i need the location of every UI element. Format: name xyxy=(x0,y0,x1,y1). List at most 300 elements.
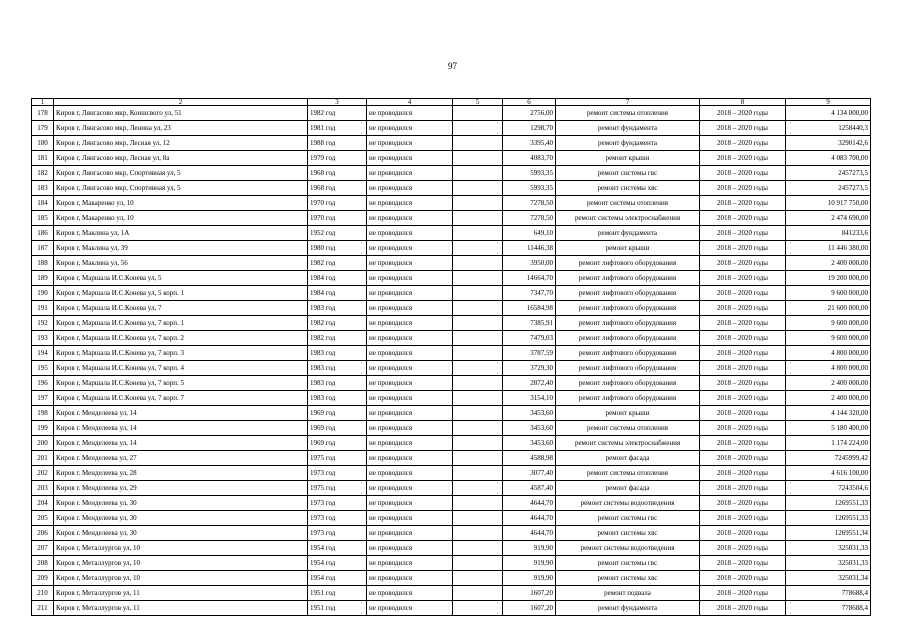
area-cell: 7278,50 xyxy=(503,196,556,211)
last-repair-cell: не проводился xyxy=(367,226,453,241)
work-type-cell: ремонт фундамента xyxy=(556,136,700,151)
area-cell: 4588,98 xyxy=(503,451,556,466)
cost-cell: 21 600 000,00 xyxy=(786,301,871,316)
empty-cell xyxy=(453,481,503,496)
empty-cell xyxy=(453,181,503,196)
work-type-cell: ремонт системы электроснабжения xyxy=(556,211,700,226)
period-cell: 2018 – 2020 годы xyxy=(700,361,786,376)
area-cell: 4587,40 xyxy=(503,481,556,496)
cost-cell: 4 800 000,00 xyxy=(786,346,871,361)
area-cell: 1298,70 xyxy=(503,121,556,136)
area-cell: 919,90 xyxy=(503,556,556,571)
area-cell: 2756,00 xyxy=(503,106,556,121)
cost-cell: 325031,34 xyxy=(786,571,871,586)
build-year-cell: 1982 год xyxy=(308,331,367,346)
table-row xyxy=(32,496,871,511)
period-cell: 2018 – 2020 годы xyxy=(700,466,786,481)
last-repair-cell: не проводился xyxy=(367,376,453,391)
area-cell: 5993,35 xyxy=(503,166,556,181)
last-repair-cell: не проводился xyxy=(367,271,453,286)
period-cell: 2018 – 2020 годы xyxy=(700,256,786,271)
row-number: 194 xyxy=(32,346,54,361)
cost-cell: 7243504,6 xyxy=(786,481,871,496)
work-type-cell: ремонт системы отопления xyxy=(556,466,700,481)
area-cell: 649,10 xyxy=(503,226,556,241)
cost-cell: 9 600 000,00 xyxy=(786,316,871,331)
last-repair-cell: не проводился xyxy=(367,151,453,166)
address-cell: Киров г, Маршала И.С.Конева ул, 7 корп. 2 xyxy=(54,331,308,346)
build-year-cell: 1973 год xyxy=(308,526,367,541)
table-row xyxy=(32,181,871,196)
address-cell: Киров г, Лянгасово мкр, Лесная ул, 8а xyxy=(54,151,308,166)
last-repair-cell: не проводился xyxy=(367,451,453,466)
column-number: 9 xyxy=(786,99,871,106)
table-row xyxy=(32,361,871,376)
table-row xyxy=(32,301,871,316)
last-repair-cell: не проводился xyxy=(367,196,453,211)
cost-cell: 7245999,42 xyxy=(786,451,871,466)
table-row xyxy=(32,586,871,601)
work-type-cell: ремонт подвала xyxy=(556,586,700,601)
table-row xyxy=(32,271,871,286)
work-type-cell: ремонт системы гвс xyxy=(556,511,700,526)
row-number: 191 xyxy=(32,301,54,316)
period-cell: 2018 – 2020 годы xyxy=(700,346,786,361)
area-cell: 3453,60 xyxy=(503,436,556,451)
empty-cell xyxy=(453,241,503,256)
last-repair-cell: не проводился xyxy=(367,496,453,511)
period-cell: 2018 – 2020 годы xyxy=(700,376,786,391)
row-number: 182 xyxy=(32,166,54,181)
column-number: 1 xyxy=(32,99,54,106)
build-year-cell: 1969 год xyxy=(308,436,367,451)
empty-cell xyxy=(453,391,503,406)
address-cell: Киров г, Макаренко ул, 10 xyxy=(54,196,308,211)
cost-cell: 2 474 690,00 xyxy=(786,211,871,226)
period-cell: 2018 – 2020 годы xyxy=(700,301,786,316)
period-cell: 2018 – 2020 годы xyxy=(700,106,786,121)
address-cell: Киров г, Маршала И.С.Конева ул, 7 xyxy=(54,301,308,316)
row-number: 196 xyxy=(32,376,54,391)
address-cell: Киров г, Маршала И.С.Конева ул, 7 корп. 3 xyxy=(54,346,308,361)
build-year-cell: 1969 год xyxy=(308,406,367,421)
cost-cell: 778688,4 xyxy=(786,586,871,601)
period-cell: 2018 – 2020 годы xyxy=(700,556,786,571)
address-cell: Киров г, Маршала И.С.Конева ул, 5 корп. 1 xyxy=(54,286,308,301)
period-cell: 2018 – 2020 годы xyxy=(700,211,786,226)
empty-cell xyxy=(453,106,503,121)
table-body xyxy=(32,99,871,616)
row-number: 179 xyxy=(32,121,54,136)
area-cell: 1607,20 xyxy=(503,601,556,616)
address-cell: Киров г, Маршала И.С.Конева ул, 7 корп. 5 xyxy=(54,376,308,391)
table-row xyxy=(32,316,871,331)
work-type-cell: ремонт фасада xyxy=(556,451,700,466)
work-type-cell: ремонт системы отопления xyxy=(556,196,700,211)
work-type-cell: ремонт системы хвс xyxy=(556,526,700,541)
cost-cell: 2 400 000,00 xyxy=(786,391,871,406)
work-type-cell: ремонт системы электроснабжения xyxy=(556,436,700,451)
area-cell: 3729,30 xyxy=(503,361,556,376)
row-number: 208 xyxy=(32,556,54,571)
table-row xyxy=(32,151,871,166)
work-type-cell: ремонт лифтового оборудования xyxy=(556,301,700,316)
empty-cell xyxy=(453,586,503,601)
build-year-cell: 1980 год xyxy=(308,241,367,256)
build-year-cell: 1983 год xyxy=(308,391,367,406)
row-number: 197 xyxy=(32,391,54,406)
table-row xyxy=(32,421,871,436)
period-cell: 2018 – 2020 годы xyxy=(700,421,786,436)
last-repair-cell: не проводился xyxy=(367,361,453,376)
address-cell: Киров г, Маршала И.С.Конева ул, 7 корп. 7 xyxy=(54,391,308,406)
area-cell: 4083,70 xyxy=(503,151,556,166)
row-number: 183 xyxy=(32,181,54,196)
work-type-cell: ремонт системы хвс xyxy=(556,181,700,196)
period-cell: 2018 – 2020 годы xyxy=(700,511,786,526)
build-year-cell: 1954 год xyxy=(308,556,367,571)
row-number: 205 xyxy=(32,511,54,526)
area-cell: 4644,70 xyxy=(503,511,556,526)
period-cell: 2018 – 2020 годы xyxy=(700,601,786,616)
last-repair-cell: не проводился xyxy=(367,466,453,481)
area-cell: 5993,35 xyxy=(503,181,556,196)
address-cell: Киров г. Менделеева ул, 28 xyxy=(54,466,308,481)
row-number: 180 xyxy=(32,136,54,151)
page-number: 97 xyxy=(448,61,457,71)
work-type-cell: ремонт системы гвс xyxy=(556,556,700,571)
empty-cell xyxy=(453,166,503,181)
build-year-cell: 1982 год xyxy=(308,316,367,331)
column-number: 3 xyxy=(308,99,367,106)
last-repair-cell: не проводился xyxy=(367,256,453,271)
column-number-row xyxy=(32,99,871,106)
last-repair-cell: не проводился xyxy=(367,286,453,301)
cost-cell: 11 446 380,00 xyxy=(786,241,871,256)
row-number: 202 xyxy=(32,466,54,481)
work-type-cell: ремонт системы водоотведения xyxy=(556,496,700,511)
row-number: 187 xyxy=(32,241,54,256)
period-cell: 2018 – 2020 годы xyxy=(700,151,786,166)
address-cell: Киров г, Макаренко ул, 10 xyxy=(54,211,308,226)
table-row xyxy=(32,331,871,346)
last-repair-cell: не проводился xyxy=(367,331,453,346)
address-cell: Киров г, Маклина ул, 1А xyxy=(54,226,308,241)
table-row xyxy=(32,121,871,136)
build-year-cell: 1952 год xyxy=(308,226,367,241)
period-cell: 2018 – 2020 годы xyxy=(700,526,786,541)
empty-cell xyxy=(453,301,503,316)
area-cell: 16584,98 xyxy=(503,301,556,316)
build-year-cell: 1983 год xyxy=(308,346,367,361)
table-row xyxy=(32,106,871,121)
area-cell: 11446,38 xyxy=(503,241,556,256)
last-repair-cell: не проводился xyxy=(367,526,453,541)
build-year-cell: 1975 год xyxy=(308,481,367,496)
period-cell: 2018 – 2020 годы xyxy=(700,241,786,256)
table-row xyxy=(32,196,871,211)
work-type-cell: ремонт лифтового оборудования xyxy=(556,316,700,331)
row-number: 186 xyxy=(32,226,54,241)
cost-cell: 325031,33 xyxy=(786,556,871,571)
table-row xyxy=(32,541,871,556)
area-cell: 3787,59 xyxy=(503,346,556,361)
period-cell: 2018 – 2020 годы xyxy=(700,271,786,286)
column-number: 6 xyxy=(503,99,556,106)
last-repair-cell: не проводился xyxy=(367,241,453,256)
row-number: 184 xyxy=(32,196,54,211)
cost-cell: 9 600 000,00 xyxy=(786,286,871,301)
table-row xyxy=(32,226,871,241)
column-number: 4 xyxy=(367,99,453,106)
row-number: 206 xyxy=(32,526,54,541)
work-type-cell: ремонт фундамента xyxy=(556,226,700,241)
area-cell: 4644,70 xyxy=(503,526,556,541)
row-number: 201 xyxy=(32,451,54,466)
cost-cell: 4 616 100,00 xyxy=(786,466,871,481)
empty-cell xyxy=(453,331,503,346)
work-type-cell: ремонт лифтового оборудования xyxy=(556,346,700,361)
column-number: 5 xyxy=(453,99,503,106)
empty-cell xyxy=(453,601,503,616)
cost-cell: 5 180 400,00 xyxy=(786,421,871,436)
build-year-cell: 1951 год xyxy=(308,601,367,616)
period-cell: 2018 – 2020 годы xyxy=(700,136,786,151)
area-cell: 3950,00 xyxy=(503,256,556,271)
build-year-cell: 1969 год xyxy=(308,421,367,436)
last-repair-cell: не проводился xyxy=(367,421,453,436)
work-type-cell: ремонт системы водоотведения xyxy=(556,541,700,556)
empty-cell xyxy=(453,211,503,226)
last-repair-cell: не проводился xyxy=(367,511,453,526)
build-year-cell: 1970 год xyxy=(308,196,367,211)
row-number: 193 xyxy=(32,331,54,346)
address-cell: Киров г. Менделеева ул, 30 xyxy=(54,496,308,511)
build-year-cell: 1968 год xyxy=(308,166,367,181)
last-repair-cell: не проводился xyxy=(367,211,453,226)
row-number: 192 xyxy=(32,316,54,331)
row-number: 185 xyxy=(32,211,54,226)
period-cell: 2018 – 2020 годы xyxy=(700,181,786,196)
empty-cell xyxy=(453,196,503,211)
area-cell: 3395,40 xyxy=(503,136,556,151)
address-cell: Киров г, Маклина ул, 56 xyxy=(54,256,308,271)
build-year-cell: 1983 год xyxy=(308,376,367,391)
table-row xyxy=(32,511,871,526)
build-year-cell: 1984 год xyxy=(308,271,367,286)
last-repair-cell: не проводился xyxy=(367,586,453,601)
address-cell: Киров г, Лянгасово мкр, Спортивная ул, 5 xyxy=(54,181,308,196)
work-type-cell: ремонт системы отопления xyxy=(556,421,700,436)
row-number: 190 xyxy=(32,286,54,301)
work-type-cell: ремонт крыши xyxy=(556,151,700,166)
empty-cell xyxy=(453,256,503,271)
last-repair-cell: не проводился xyxy=(367,406,453,421)
row-number: 204 xyxy=(32,496,54,511)
area-cell: 2872,40 xyxy=(503,376,556,391)
period-cell: 2018 – 2020 годы xyxy=(700,331,786,346)
empty-cell xyxy=(453,556,503,571)
build-year-cell: 1973 год xyxy=(308,511,367,526)
work-type-cell: ремонт крыши xyxy=(556,241,700,256)
last-repair-cell: не проводился xyxy=(367,121,453,136)
address-cell: Киров г. Менделеева ул, 14 xyxy=(54,406,308,421)
period-cell: 2018 – 2020 годы xyxy=(700,391,786,406)
address-cell: Киров г, Металлургов ул, 11 xyxy=(54,586,308,601)
table-row xyxy=(32,166,871,181)
period-cell: 2018 – 2020 годы xyxy=(700,316,786,331)
table-row xyxy=(32,286,871,301)
address-cell: Киров г, Металлургов ул, 11 xyxy=(54,601,308,616)
work-type-cell: ремонт лифтового оборудования xyxy=(556,256,700,271)
empty-cell xyxy=(453,436,503,451)
table-row xyxy=(32,556,871,571)
build-year-cell: 1951 год xyxy=(308,586,367,601)
work-type-cell: ремонт лифтового оборудования xyxy=(556,376,700,391)
row-number: 189 xyxy=(32,271,54,286)
build-year-cell: 1973 год xyxy=(308,496,367,511)
row-number: 188 xyxy=(32,256,54,271)
cost-cell: 325031,33 xyxy=(786,541,871,556)
address-cell: Киров г, Маклина ул, 39 xyxy=(54,241,308,256)
last-repair-cell: не проводился xyxy=(367,166,453,181)
row-number: 209 xyxy=(32,571,54,586)
cost-cell: 778688,4 xyxy=(786,601,871,616)
address-cell: Киров г. Менделеева ул, 14 xyxy=(54,421,308,436)
period-cell: 2018 – 2020 годы xyxy=(700,496,786,511)
area-cell: 7479,03 xyxy=(503,331,556,346)
address-cell: Киров г. Менделеева ул, 29 xyxy=(54,481,308,496)
build-year-cell: 1979 год xyxy=(308,151,367,166)
build-year-cell: 1984 год xyxy=(308,286,367,301)
cost-cell: 1269551,34 xyxy=(786,526,871,541)
area-cell: 919,90 xyxy=(503,541,556,556)
work-type-cell: ремонт лифтового оборудования xyxy=(556,361,700,376)
last-repair-cell: не проводился xyxy=(367,556,453,571)
empty-cell xyxy=(453,541,503,556)
empty-cell xyxy=(453,526,503,541)
table-row xyxy=(32,346,871,361)
row-number: 200 xyxy=(32,436,54,451)
cost-cell: 1 174 224,00 xyxy=(786,436,871,451)
cost-cell: 4 083 700,00 xyxy=(786,151,871,166)
address-cell: Киров г, Маршала И.С.Конева ул, 7 корп. 1 xyxy=(54,316,308,331)
empty-cell xyxy=(453,121,503,136)
build-year-cell: 1988 год xyxy=(308,136,367,151)
work-type-cell: ремонт системы гвс xyxy=(556,166,700,181)
address-cell: Киров г, Металлургов ул, 10 xyxy=(54,571,308,586)
period-cell: 2018 – 2020 годы xyxy=(700,286,786,301)
table-row xyxy=(32,406,871,421)
build-year-cell: 1975 год xyxy=(308,451,367,466)
build-year-cell: 1970 год xyxy=(308,211,367,226)
period-cell: 2018 – 2020 годы xyxy=(700,406,786,421)
work-type-cell: ремонт системы отопления xyxy=(556,106,700,121)
row-number: 211 xyxy=(32,601,54,616)
period-cell: 2018 – 2020 годы xyxy=(700,436,786,451)
build-year-cell: 1954 год xyxy=(308,541,367,556)
empty-cell xyxy=(453,136,503,151)
area-cell: 4644,70 xyxy=(503,496,556,511)
table-row xyxy=(32,571,871,586)
period-cell: 2018 – 2020 годы xyxy=(700,196,786,211)
area-cell: 3453,60 xyxy=(503,421,556,436)
row-number: 195 xyxy=(32,361,54,376)
area-cell: 7385,91 xyxy=(503,316,556,331)
build-year-cell: 1982 год xyxy=(308,256,367,271)
last-repair-cell: не проводился xyxy=(367,436,453,451)
cost-cell: 2457273,5 xyxy=(786,181,871,196)
row-number: 199 xyxy=(32,421,54,436)
address-cell: Киров г. Менделеева ул, 30 xyxy=(54,511,308,526)
last-repair-cell: не проводился xyxy=(367,481,453,496)
empty-cell xyxy=(453,316,503,331)
empty-cell xyxy=(453,151,503,166)
row-number: 181 xyxy=(32,151,54,166)
empty-cell xyxy=(453,496,503,511)
area-cell: 3453,60 xyxy=(503,406,556,421)
last-repair-cell: не проводился xyxy=(367,601,453,616)
work-type-cell: ремонт крыши xyxy=(556,406,700,421)
address-cell: Киров г. Менделеева ул, 14 xyxy=(54,436,308,451)
address-cell: Киров г, Лянгасово мкр, Ленина ул, 23 xyxy=(54,121,308,136)
empty-cell xyxy=(453,286,503,301)
address-cell: Киров г, Лянгасово мкр, Спортивная ул, 5 xyxy=(54,166,308,181)
last-repair-cell: не проводился xyxy=(367,346,453,361)
cost-cell: 4 800 000,00 xyxy=(786,361,871,376)
area-cell: 7278,50 xyxy=(503,211,556,226)
table-row xyxy=(32,466,871,481)
column-number: 7 xyxy=(556,99,700,106)
table-row xyxy=(32,451,871,466)
empty-cell xyxy=(453,571,503,586)
row-number: 198 xyxy=(32,406,54,421)
empty-cell xyxy=(453,451,503,466)
period-cell: 2018 – 2020 годы xyxy=(700,586,786,601)
period-cell: 2018 – 2020 годы xyxy=(700,451,786,466)
work-type-cell: ремонт фундамента xyxy=(556,601,700,616)
period-cell: 2018 – 2020 годы xyxy=(700,166,786,181)
build-year-cell: 1981 год xyxy=(308,121,367,136)
last-repair-cell: не проводился xyxy=(367,136,453,151)
work-type-cell: ремонт лифтового оборудования xyxy=(556,331,700,346)
empty-cell xyxy=(453,466,503,481)
area-cell: 919,90 xyxy=(503,571,556,586)
cost-cell: 19 200 000,00 xyxy=(786,271,871,286)
build-year-cell: 1954 год xyxy=(308,571,367,586)
table-row xyxy=(32,256,871,271)
work-type-cell: ремонт лифтового оборудования xyxy=(556,271,700,286)
build-year-cell: 1983 год xyxy=(308,301,367,316)
empty-cell xyxy=(453,406,503,421)
build-year-cell: 1982 год xyxy=(308,106,367,121)
row-number: 210 xyxy=(32,586,54,601)
cost-cell: 9 600 000,00 xyxy=(786,331,871,346)
cost-cell: 10 917 750,00 xyxy=(786,196,871,211)
table-row xyxy=(32,601,871,616)
column-number: 8 xyxy=(700,99,786,106)
last-repair-cell: не проводился xyxy=(367,316,453,331)
row-number: 207 xyxy=(32,541,54,556)
period-cell: 2018 – 2020 годы xyxy=(700,571,786,586)
period-cell: 2018 – 2020 годы xyxy=(700,226,786,241)
cost-cell: 1269551,33 xyxy=(786,511,871,526)
cost-cell: 841233,6 xyxy=(786,226,871,241)
work-type-cell: ремонт фундамента xyxy=(556,121,700,136)
work-type-cell: ремонт фасада xyxy=(556,481,700,496)
empty-cell xyxy=(453,421,503,436)
area-cell: 3077,40 xyxy=(503,466,556,481)
